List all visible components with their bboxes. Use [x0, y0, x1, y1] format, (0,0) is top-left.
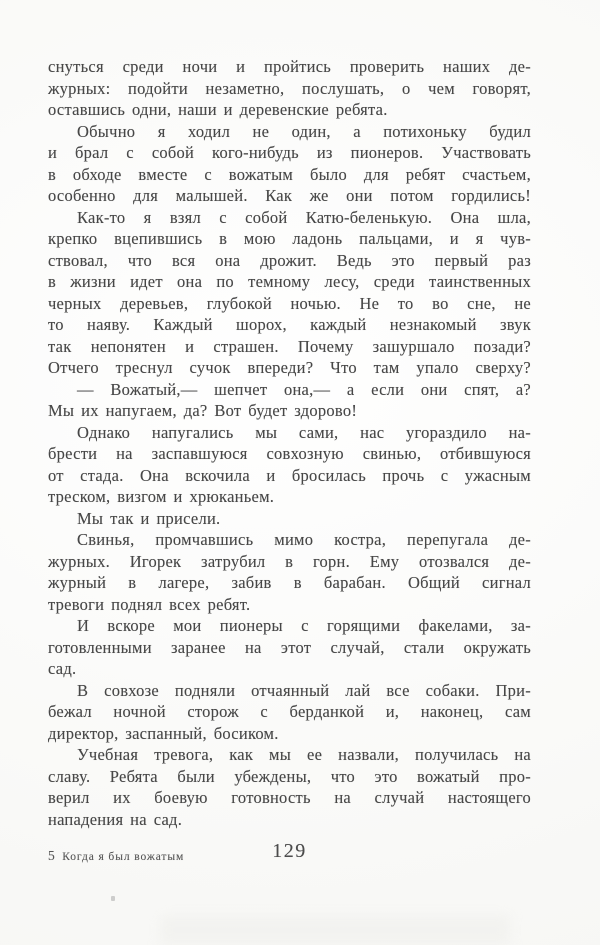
text-line: в обходе вместе с вожатым было для ребят счастьем,: [48, 164, 531, 184]
running-title: Когда я был вожатым: [62, 851, 185, 863]
paragraph: [48, 529, 531, 615]
paragraph: [48, 207, 531, 379]
text-line: бежал ночной сторож с берданкой и, наконец, сам: [48, 702, 531, 721]
text-line: Обычно я ходил не один, а потихоньку будил: [77, 121, 531, 141]
text-line: особенно для малышей. Как же они потом гордились!: [48, 186, 531, 205]
text-line: И вскоре мои пионеры с горящими факелами, за-: [77, 616, 531, 635]
scan-shade: [160, 915, 510, 945]
text-line: сад.: [48, 659, 77, 678]
page-number: 129: [272, 840, 307, 862]
paragraph: [48, 680, 531, 745]
paragraph: [48, 56, 531, 121]
signature-number: 5: [48, 848, 56, 863]
text-line: крепко вцепившись в мою ладонь пальцами, и я чув-: [48, 229, 531, 248]
text-line: директор, заспанный, босиком.: [48, 723, 279, 743]
text-line: Свинья, промчавшись мимо костра, перепугала де-: [77, 530, 531, 549]
paragraph: [48, 422, 531, 508]
paragraph: [48, 379, 531, 422]
page-footer: [48, 840, 531, 870]
text-line: ствовал, что вся она дрожит. Ведь это первый раз: [48, 250, 531, 270]
text-line: и брал с собой кого-нибудь из пионеров. Участвовать: [48, 143, 531, 162]
text-line: журный в лагере, забив в барабан. Общий сигнал: [48, 573, 531, 592]
paragraph: [48, 615, 531, 680]
text-line: нападения на сад.: [48, 809, 183, 829]
text-block: [48, 56, 531, 830]
text-line: так непонятен и страшен. Почему зашуршало позади?: [48, 336, 531, 356]
text-line: оставшись одни, наши и деревенские ребята.: [48, 100, 388, 119]
text-line: журных. Игорек затрубил в горн. Ему отозвался де-: [48, 551, 531, 571]
text-line: Как-то я взял с собой Катю-беленькую. Она шла,: [77, 207, 531, 227]
text-line: то наяву. Каждый шорох, каждый незнакомый звук: [48, 315, 531, 334]
text-line: снуться среди ночи и пройтись проверить наших де-: [48, 57, 531, 76]
text-line: тревоги поднял всех ребят.: [48, 594, 251, 614]
text-line: Однако напугались мы сами, нас угораздило на-: [77, 422, 531, 442]
paragraph: [48, 744, 531, 830]
text-line: готовленными заранее на этот случай, стали окружать: [48, 637, 531, 657]
text-line: в жизни идет она по темному лесу, среди таинственных: [48, 272, 531, 291]
text-line: В совхозе подняли отчаянный лай все собаки. При-: [77, 680, 531, 700]
text-line: черных деревьев, глубокой ночью. Не то во сне, не: [48, 293, 531, 313]
text-line: треском, визгом и хрюканьем.: [48, 487, 275, 506]
text-line: от стада. Она вскочила и бросилась прочь с ужасным: [48, 465, 531, 485]
text-line: брести на заспавшуюся совхозную свинью, отбившуюся: [48, 444, 531, 463]
text-line: Мы их напугаем, да? Вот будет здорово!: [48, 401, 358, 420]
text-line: — Вожатый,— шепчет она,— а если они спят, а?: [77, 379, 531, 399]
text-line: Учебная тревога, как мы ее назвали, получилась на: [77, 745, 531, 764]
paragraph: [48, 508, 531, 530]
text-line: верил их боевую готовность на случай настоящего: [48, 788, 531, 807]
text-line: Мы так и присели.: [77, 508, 221, 528]
text-line: журных: подойти незаметно, послушать, о чем говорят,: [48, 78, 531, 98]
text-line: славу. Ребята были убеждены, что это вожатый про-: [48, 766, 531, 786]
scan-speck: [111, 896, 115, 901]
paragraph: [48, 121, 531, 207]
text-line: Отчего треснул сучок впереди? Что там упало сверху?: [48, 358, 531, 377]
